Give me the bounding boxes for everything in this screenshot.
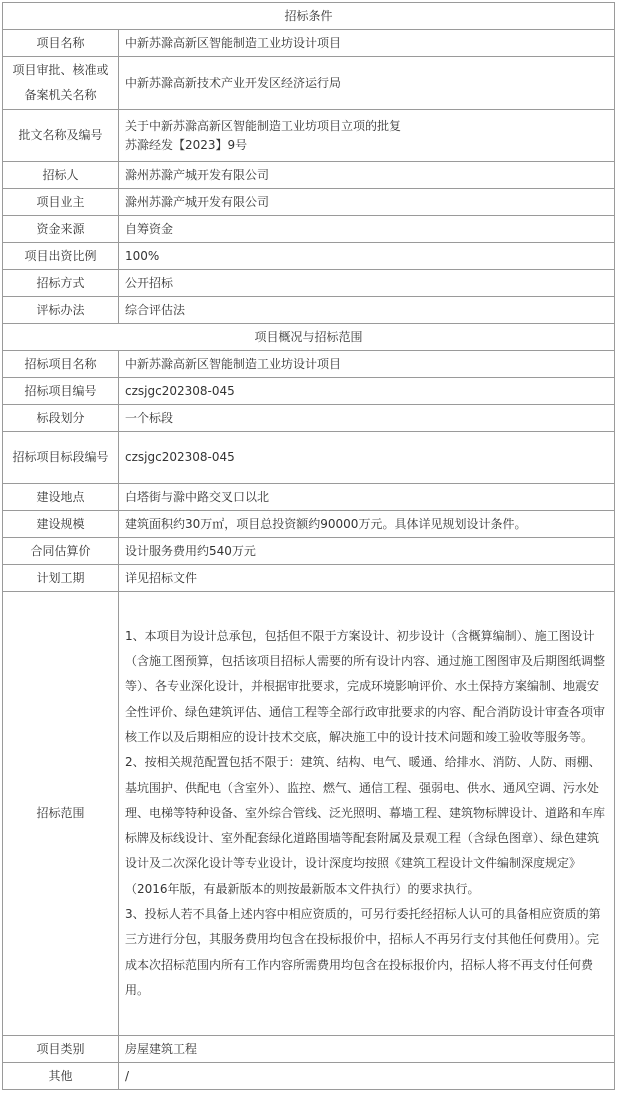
table-row	[3, 243, 615, 270]
value-project-name: 中新苏滁高新区智能制造工业坊设计项目	[119, 30, 615, 57]
table-row	[3, 110, 615, 162]
value-bid-project-name: 中新苏滁高新区智能制造工业坊设计项目	[119, 351, 615, 378]
value-other: /	[119, 1063, 615, 1090]
table-row	[3, 297, 615, 324]
table-row	[3, 270, 615, 297]
label-bid-method: 招标方式	[3, 270, 119, 297]
label-tenderer: 招标人	[3, 162, 119, 189]
label-lot-no: 招标项目标段编号	[3, 432, 119, 484]
value-bid-project-no: czsjgc202308-045	[119, 378, 615, 405]
value-location: 白塔街与滁中路交叉口以北	[119, 484, 615, 511]
table-row	[3, 1063, 615, 1090]
table-row	[3, 57, 615, 110]
label-scale: 建设规模	[3, 511, 119, 538]
label-location: 建设地点	[3, 484, 119, 511]
tender-info-table	[2, 2, 615, 1090]
table-row	[3, 162, 615, 189]
label-other: 其他	[3, 1063, 119, 1090]
value-fund-source: 自筹资金	[119, 216, 615, 243]
label-fund-source: 资金来源	[3, 216, 119, 243]
label-contract-price: 合同估算价	[3, 538, 119, 565]
scope-paragraph-3: 3、投标人若不具备上述内容中相应资质的，可另行委托经招标人认可的具备相应资质的第三方进行分包，其服务费用均包含在投标报价中，招标人不再另行支付其他任何费用）。完成本次招标范围内所有工作内容所需费用均包含在投标报价内，招标人将不再支付任何费用。	[125, 907, 601, 997]
label-scope: 招标范围	[3, 592, 119, 1036]
approval-doc-number: 苏滁经发【2023】9号	[125, 137, 248, 152]
value-bid-method: 公开招标	[119, 270, 615, 297]
table-row	[3, 538, 615, 565]
value-approval-doc	[119, 110, 615, 162]
table-row	[3, 30, 615, 57]
value-lot-division: 一个标段	[119, 405, 615, 432]
table-row	[3, 432, 615, 484]
label-eval-method: 评标办法	[3, 297, 119, 324]
label-approval-doc: 批文名称及编号	[3, 110, 119, 162]
scope-paragraph-1: 1、本项目为设计总承包，包括但不限于方案设计、初步设计（含概算编制）、施工图设计（含施工图预算，包括该项目招标人需要的所有设计内容、通过施工图图审及后期图纸调整等）、各专业深化设计，并根据审批要求，完成环境影响评价、水土保持方案编制、地震安全性评价、绿色建筑评估、通信工程等全部行政审批要求的内容、配合消防设计审查各项审核工作以及后期相应的设计技术交底，解决施工中的设计技术问题和竣工验收等服务等。	[125, 628, 606, 744]
value-category: 房屋建筑工程	[119, 1036, 615, 1063]
table-row	[3, 189, 615, 216]
label-schedule: 计划工期	[3, 565, 119, 592]
label-category: 项目类别	[3, 1036, 119, 1063]
value-lot-no: czsjgc202308-045	[119, 432, 615, 484]
value-eval-method: 综合评估法	[119, 297, 615, 324]
table-row	[3, 592, 615, 1036]
table-row	[3, 1036, 615, 1063]
section-header-row	[3, 3, 615, 30]
value-schedule: 详见招标文件	[119, 565, 615, 592]
table-row	[3, 351, 615, 378]
table-row	[3, 405, 615, 432]
label-owner: 项目业主	[3, 189, 119, 216]
label-lot-division: 标段划分	[3, 405, 119, 432]
section-title-conditions: 招标条件	[3, 3, 615, 30]
table-row	[3, 511, 615, 538]
value-capital-ratio: 100%	[119, 243, 615, 270]
value-scale: 建筑面积约30万㎡，项目总投资额约90000万元。具体详见规划设计条件。	[119, 511, 615, 538]
label-project-name: 项目名称	[3, 30, 119, 57]
table-row	[3, 216, 615, 243]
table-row	[3, 484, 615, 511]
value-approval-org: 中新苏滁高新技术产业开发区经济运行局	[119, 57, 615, 110]
value-owner: 滁州苏滁产城开发有限公司	[119, 189, 615, 216]
value-scope	[119, 592, 615, 1036]
label-capital-ratio: 项目出资比例	[3, 243, 119, 270]
scope-paragraph-2: 2、按相关规范配置包括不限于：建筑、结构、电气、暖通、给排水、消防、人防、雨棚、基坑围护、供配电（含室外）、监控、燃气、通信工程、强弱电、供水、通风空调、污水处理、电梯等特种设备、室外综合管线、泛光照明、幕墙工程、建筑物标牌设计、道路和车库标牌及标线设计、室外配套绿化道路围墙等配套附属及景观工程（含绿色图章）、绿色建筑设计及二次深化设计等专业设计，设计深度均按照《建筑工程设计文件编制深度规定》（2016年版，有最新版本的则按最新版本文件执行）的要求执行。	[125, 755, 606, 896]
section-header-row	[3, 324, 615, 351]
label-bid-project-no: 招标项目编号	[3, 378, 119, 405]
value-contract-price: 设计服务费用约540万元	[119, 538, 615, 565]
section-title-overview: 项目概况与招标范围	[3, 324, 615, 351]
approval-doc-title: 关于中新苏滁高新区智能制造工业坊项目立项的批复	[125, 118, 402, 133]
table-row	[3, 378, 615, 405]
label-approval-org: 项目审批、核准或备案机关名称	[3, 57, 119, 110]
table-row	[3, 565, 615, 592]
label-bid-project-name: 招标项目名称	[3, 351, 119, 378]
value-tenderer: 滁州苏滁产城开发有限公司	[119, 162, 615, 189]
